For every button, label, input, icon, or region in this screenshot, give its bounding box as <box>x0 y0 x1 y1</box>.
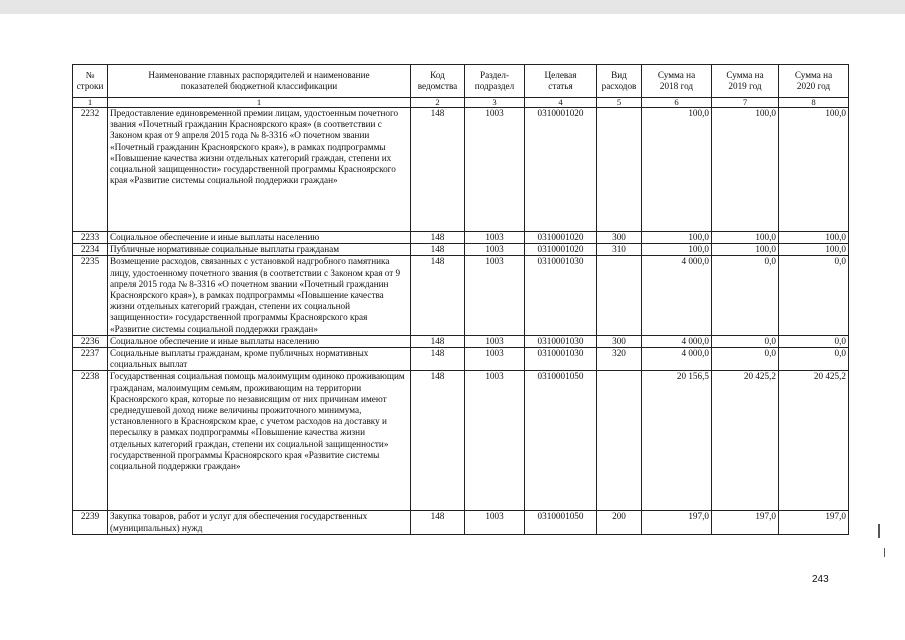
row-sum-2020: 0,0 <box>779 335 849 347</box>
header-sum-2019: Сумма на 2019 год <box>712 65 779 98</box>
table-row <box>73 348 849 371</box>
column-number: 7 <box>712 98 779 108</box>
row-section: 1003 <box>465 371 525 511</box>
scan-margin-mark <box>878 524 880 538</box>
row-number: 2235 <box>73 256 108 335</box>
row-name: Закупка товаров, работ и услуг для обеспечения государственных (муниципальных) нужд <box>108 511 411 534</box>
row-name: Социальное обеспечение и иные выплаты населению <box>108 335 411 347</box>
row-sum-2019: 0,0 <box>712 348 779 371</box>
row-exp-type: 300 <box>597 335 642 347</box>
column-number: 3 <box>465 98 525 108</box>
row-section: 1003 <box>465 256 525 335</box>
header-row-no: № строки <box>73 65 108 98</box>
row-section: 1003 <box>465 335 525 347</box>
row-exp-type: 320 <box>597 348 642 371</box>
row-sum-2020: 197,0 <box>779 511 849 534</box>
row-sum-2019: 0,0 <box>712 335 779 347</box>
scan-top-edge <box>0 0 905 14</box>
column-number-row <box>73 98 849 108</box>
row-sum-2020: 20 425,2 <box>779 371 849 511</box>
row-name: Государственная социальная помощь малоимущим одиноко проживающим гражданам, малоимущим семьям, проживающим на территории Красноярского края, которые по независящим от них причинам имеют среднедушевой доход ниже величины прожиточного минимума, установленного в Красноярском крае, с учетом расходов на доставку и пересылку в рамках подпрограммы «Повышение качества жизни отдельных категорий граждан, степени их социальной защищенности» государственной программы Красноярского края «Развитие системы социальной поддержки граждан» <box>108 371 411 511</box>
row-sum-2018: 4 000,0 <box>642 256 712 335</box>
scan-margin-mark <box>884 548 885 557</box>
row-number: 2238 <box>73 371 108 511</box>
row-dept-code: 148 <box>411 348 465 371</box>
row-number: 2237 <box>73 348 108 371</box>
row-exp-type <box>597 108 642 232</box>
table-row <box>73 244 849 256</box>
row-number: 2232 <box>73 108 108 232</box>
row-dept-code: 148 <box>411 108 465 232</box>
row-section: 1003 <box>465 348 525 371</box>
row-number: 2233 <box>73 232 108 244</box>
row-sum-2020: 0,0 <box>779 348 849 371</box>
row-dept-code: 148 <box>411 335 465 347</box>
row-sum-2018: 100,0 <box>642 244 712 256</box>
row-sum-2018: 4 000,0 <box>642 348 712 371</box>
row-target: 0310001030 <box>525 348 597 371</box>
row-name: Социальное обеспечение и иные выплаты населению <box>108 232 411 244</box>
row-sum-2019: 100,0 <box>712 108 779 232</box>
row-sum-2018: 4 000,0 <box>642 335 712 347</box>
row-section: 1003 <box>465 232 525 244</box>
row-sum-2019: 100,0 <box>712 232 779 244</box>
header-dept-code: Код ведомства <box>411 65 465 98</box>
row-dept-code: 148 <box>411 244 465 256</box>
row-sum-2020: 0,0 <box>779 256 849 335</box>
column-number: 8 <box>779 98 849 108</box>
column-number: 1 <box>108 98 411 108</box>
row-target: 0310001030 <box>525 335 597 347</box>
row-number: 2236 <box>73 335 108 347</box>
row-sum-2019: 20 425,2 <box>712 371 779 511</box>
row-exp-type <box>597 371 642 511</box>
row-section: 1003 <box>465 511 525 534</box>
row-name: Возмещение расходов, связанных с установкой надгробного памятника лицу, удостоенному почетного звания (в соответствии с Законом края от 9 апреля 2015 года № 8-3316 «О почетном звании «Почетный гражданин Красноярского края»), в рамках подпрограммы «Повышение качества жизни отдельных категорий граждан, степени их социальной защищенности» государственной программы Красноярского края «Развитие системы социальной поддержки граждан» <box>108 256 411 335</box>
table-row <box>73 256 849 335</box>
column-number: 6 <box>642 98 712 108</box>
table-row <box>73 511 849 534</box>
row-exp-type: 310 <box>597 244 642 256</box>
row-sum-2018: 20 156,5 <box>642 371 712 511</box>
table-row <box>73 232 849 244</box>
header-exp-type: Вид расходов <box>597 65 642 98</box>
column-number: 4 <box>525 98 597 108</box>
table-row <box>73 108 849 232</box>
row-target: 0310001050 <box>525 511 597 534</box>
column-number: 1 <box>73 98 108 108</box>
row-section: 1003 <box>465 244 525 256</box>
row-exp-type: 200 <box>597 511 642 534</box>
row-name: Предоставление единовременной премии лицам, удостоенным почетного звания «Почетный гражданин Красноярского края» (в соответствии с Законом края от 9 апреля 2015 года № 8-3316 «О почетном звании «Почетный гражданин Красноярского края»), в рамках подпрограммы «Повышение качества жизни отдельных категорий граждан, степени их социальной защищенности» государственной программы Красноярского края «Развитие системы социальной поддержки граждан» <box>108 108 411 232</box>
row-sum-2018: 100,0 <box>642 108 712 232</box>
row-section: 1003 <box>465 108 525 232</box>
row-target: 0310001020 <box>525 244 597 256</box>
row-sum-2020: 100,0 <box>779 232 849 244</box>
row-sum-2019: 100,0 <box>712 244 779 256</box>
table-row <box>73 335 849 347</box>
row-sum-2020: 100,0 <box>779 244 849 256</box>
header-section: Раздел- подраздел <box>465 65 525 98</box>
header-sum-2020: Сумма на 2020 год <box>779 65 849 98</box>
row-target: 0310001020 <box>525 232 597 244</box>
row-exp-type: 300 <box>597 232 642 244</box>
row-sum-2019: 0,0 <box>712 256 779 335</box>
table-header-row <box>73 65 849 98</box>
row-name: Публичные нормативные социальные выплаты гражданам <box>108 244 411 256</box>
column-number: 2 <box>411 98 465 108</box>
row-target: 0310001030 <box>525 256 597 335</box>
header-name: Наименование главных распорядителей и наименование показателей бюджетной классификации <box>108 65 411 98</box>
row-dept-code: 148 <box>411 256 465 335</box>
header-target: Целевая статья <box>525 65 597 98</box>
header-sum-2018: Сумма на 2018 год <box>642 65 712 98</box>
row-sum-2018: 100,0 <box>642 232 712 244</box>
row-dept-code: 148 <box>411 232 465 244</box>
row-target: 0310001020 <box>525 108 597 232</box>
row-dept-code: 148 <box>411 511 465 534</box>
row-number: 2234 <box>73 244 108 256</box>
row-name: Социальные выплаты гражданам, кроме публичных нормативных социальных выплат <box>108 348 411 371</box>
row-dept-code: 148 <box>411 371 465 511</box>
row-exp-type <box>597 256 642 335</box>
row-target: 0310001050 <box>525 371 597 511</box>
column-number: 5 <box>597 98 642 108</box>
table-row <box>73 371 849 511</box>
row-sum-2019: 197,0 <box>712 511 779 534</box>
row-sum-2018: 197,0 <box>642 511 712 534</box>
budget-table-sheet <box>72 64 848 535</box>
budget-table <box>72 64 849 535</box>
row-sum-2020: 100,0 <box>779 108 849 232</box>
page-number: 243 <box>812 574 829 585</box>
row-number: 2239 <box>73 511 108 534</box>
